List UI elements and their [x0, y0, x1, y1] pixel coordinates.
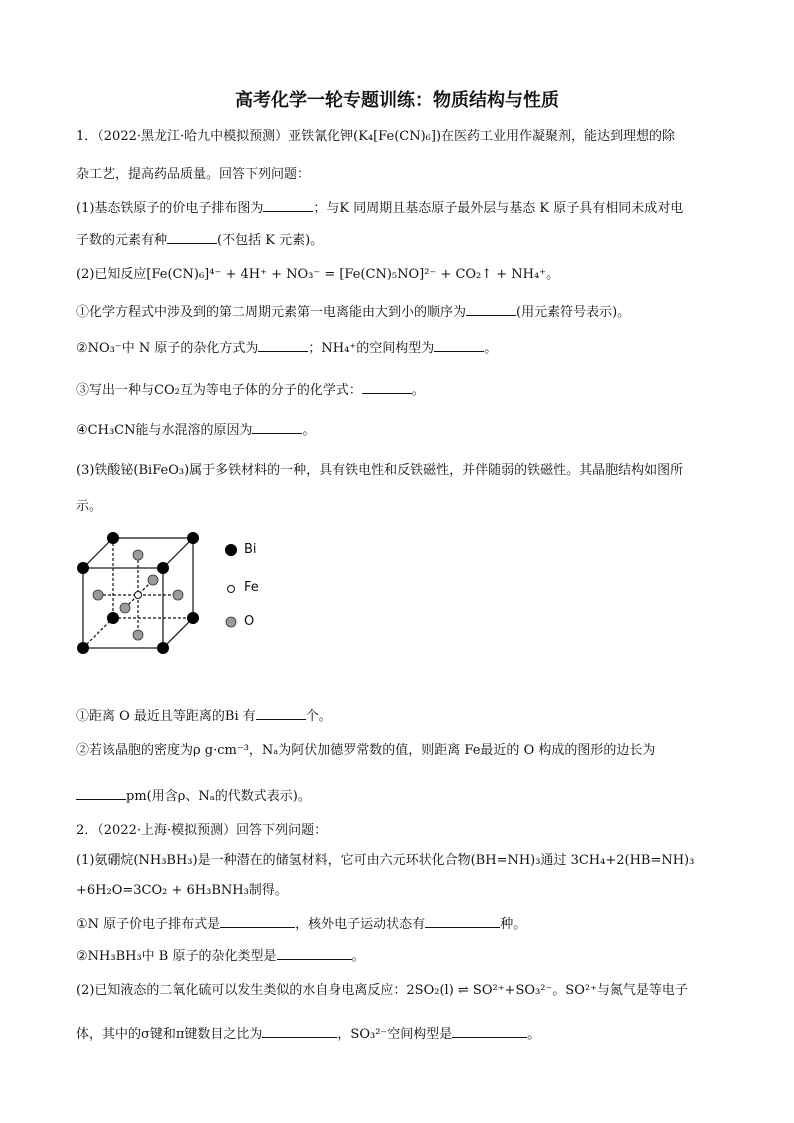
legend-o-label: O — [244, 614, 255, 629]
answer-blank[interactable] — [256, 706, 306, 720]
answer-blank[interactable] — [277, 946, 352, 960]
bi-atom — [187, 532, 199, 544]
q1-part3-sub1-text-a: ①距离 O 最近且等距离的Bi 有 — [76, 709, 256, 724]
q2-part1-line1: (1)氨硼烷(NH₃BH₃)是一种潜在的储氢材料，它可由六元环状化合物(BH=NH)₃通过 3CH₄+2(HB=NH)₃ — [76, 853, 695, 868]
answer-blank[interactable] — [263, 198, 313, 212]
q2-part2-text-a: 体，其中的σ键和π键数目之比为 — [76, 1027, 263, 1042]
q1-sub2 — [76, 338, 726, 358]
q1-part3-sub1-text-b: 个。 — [305, 709, 332, 724]
q1-part3-sub2: ②若该晶胞的密度为ρ g·cm⁻³，Nₐ为阿伏加德罗常数的值，则距离 Fe最近的 O 构成的图形的边长为 — [76, 743, 656, 758]
q1-sub2-text-a: ②NO₃⁻中 N 原子的杂化方式为 — [76, 341, 259, 356]
bi-atom — [107, 532, 119, 544]
q1-sub2-text-c: 。 — [484, 341, 498, 356]
q2-sub1-text-c: 种。 — [500, 917, 527, 932]
o-atom — [148, 575, 158, 585]
q1-sub3-text-a: ③写出一种与CO₂互为等电子体的分子的化学式： — [76, 383, 362, 398]
q1-sub1 — [76, 302, 726, 322]
bi-atom — [187, 612, 199, 624]
bi-atom — [77, 642, 89, 654]
legend-bi-label: Bi — [244, 542, 257, 557]
bi-atom — [157, 642, 169, 654]
q1-part1-text-b: ；与K 同周期且基态原子最外层与基态 K 原子具有相同未成对电 — [313, 201, 684, 216]
answer-blank[interactable] — [220, 914, 295, 928]
answer-blank[interactable] — [76, 786, 126, 800]
q1-part3-sub2-text: pm(用含ρ、Nₐ的代数式表示)。 — [126, 789, 311, 804]
answer-blank[interactable] — [258, 338, 308, 352]
q1-part1-text-c: 子数的元素有种 — [76, 233, 168, 248]
q1-stem-line-2: 杂工艺，提高药品质量。回答下列问题： — [76, 167, 311, 182]
answer-blank[interactable] — [452, 1024, 527, 1038]
bi-atom — [157, 562, 169, 574]
answer-blank[interactable] — [466, 302, 516, 316]
q2-stem: 2．（2022·上海·模拟预测）回答下列问题： — [76, 823, 328, 838]
q1-part3-line2: 示。 — [76, 499, 103, 514]
q1-part3-line1: (3)铁酸铋(BiFeO₃)属于多铁材料的一种，具有铁电性和反铁磁性，并伴随弱的铁磁性。其晶胞结构如图所 — [76, 463, 684, 478]
q2-sub1-text-b: ，核外电子运动状态有 — [295, 917, 426, 932]
fe-atom — [135, 592, 142, 599]
o-atom — [120, 603, 130, 613]
q1-part1-line2 — [76, 230, 726, 250]
q2-sub2 — [76, 946, 726, 966]
q1-sub4-text-b: 。 — [302, 423, 316, 438]
o-atom — [133, 550, 143, 560]
o-atom — [93, 590, 103, 600]
q1-sub4 — [76, 420, 726, 440]
bi-atom — [107, 612, 119, 624]
page-title: 高考化学一轮专题训练：物质结构与性质 — [235, 90, 559, 111]
q1-part3-sub2-cont — [76, 786, 726, 806]
fe-legend-icon — [226, 584, 236, 594]
q1-sub1-text-b: (用元素符号表示)。 — [516, 305, 631, 320]
q1-stem-line-1: 1．（2022·黑龙江·哈九中模拟预测）亚铁氰化钾(K₄[Fe(CN)₆])在医药工业用作凝聚剂，能达到理想的除 — [76, 129, 676, 144]
q2-sub1 — [76, 914, 726, 934]
q1-sub3-text-b: 。 — [411, 383, 425, 398]
answer-blank[interactable] — [362, 380, 412, 394]
q1-sub3 — [76, 380, 726, 400]
o-legend-icon — [225, 616, 237, 628]
bi-legend-icon — [224, 543, 238, 557]
answer-blank[interactable] — [167, 230, 217, 244]
answer-blank[interactable] — [425, 914, 500, 928]
answer-blank[interactable] — [262, 1024, 337, 1038]
q2-sub1-text-a: ①N 原子价电子排布式是 — [76, 917, 221, 932]
q1-part2-reaction: (2)已知反应[Fe(CN)₆]⁴⁻ + 4H⁺ + NO₃⁻ = [Fe(CN)₅NO]²⁻ + CO₂↑ + NH₄⁺。 — [76, 267, 560, 282]
q1-part1-text-a: (1)基态铁原子的价电子排布图为 — [76, 201, 264, 216]
o-atom — [133, 630, 143, 640]
q2-sub2-text-a: ②NH₃BH₃中 B 原子的杂化类型是 — [76, 949, 277, 964]
q2-part1-line2: +6H₂O=3CO₂ + 6H₃BNH₃制得。 — [76, 883, 288, 898]
answer-blank[interactable] — [434, 338, 484, 352]
q1-sub1-text-a: ①化学方程式中涉及到的第二周期元素第一电离能由大到小的顺序为 — [76, 305, 467, 320]
q2-part2-line1: (2)已知液态的二氧化硫可以发生类似的水自身电离反应：2SO₂(l) ⇌ SO²⁺+SO₃²⁻。SO²⁺与氮气是等电子 — [76, 983, 688, 998]
o-atom — [173, 590, 183, 600]
bi-atom — [77, 562, 89, 574]
bifeo3-unit-cell-figure — [70, 528, 210, 668]
legend-fe-label: Fe — [244, 580, 259, 595]
q1-part1-text-d: (不包括 K 元素)。 — [217, 233, 324, 248]
q1-sub2-text-b: ；NH₄⁺的空间构型为 — [308, 341, 435, 356]
q1-sub4-text-a: ④CH₃CN能与水混溶的原因为 — [76, 423, 253, 438]
q2-part2-text-c: 。 — [527, 1027, 541, 1042]
q2-part2-text-b: ，SO₃²⁻空间构型是 — [337, 1027, 453, 1042]
q2-part2-line2 — [76, 1024, 726, 1044]
q2-sub2-text-b: 。 — [351, 949, 365, 964]
answer-blank[interactable] — [252, 420, 302, 434]
q1-part1-line1 — [76, 198, 726, 218]
q1-part3-sub1 — [76, 706, 726, 726]
